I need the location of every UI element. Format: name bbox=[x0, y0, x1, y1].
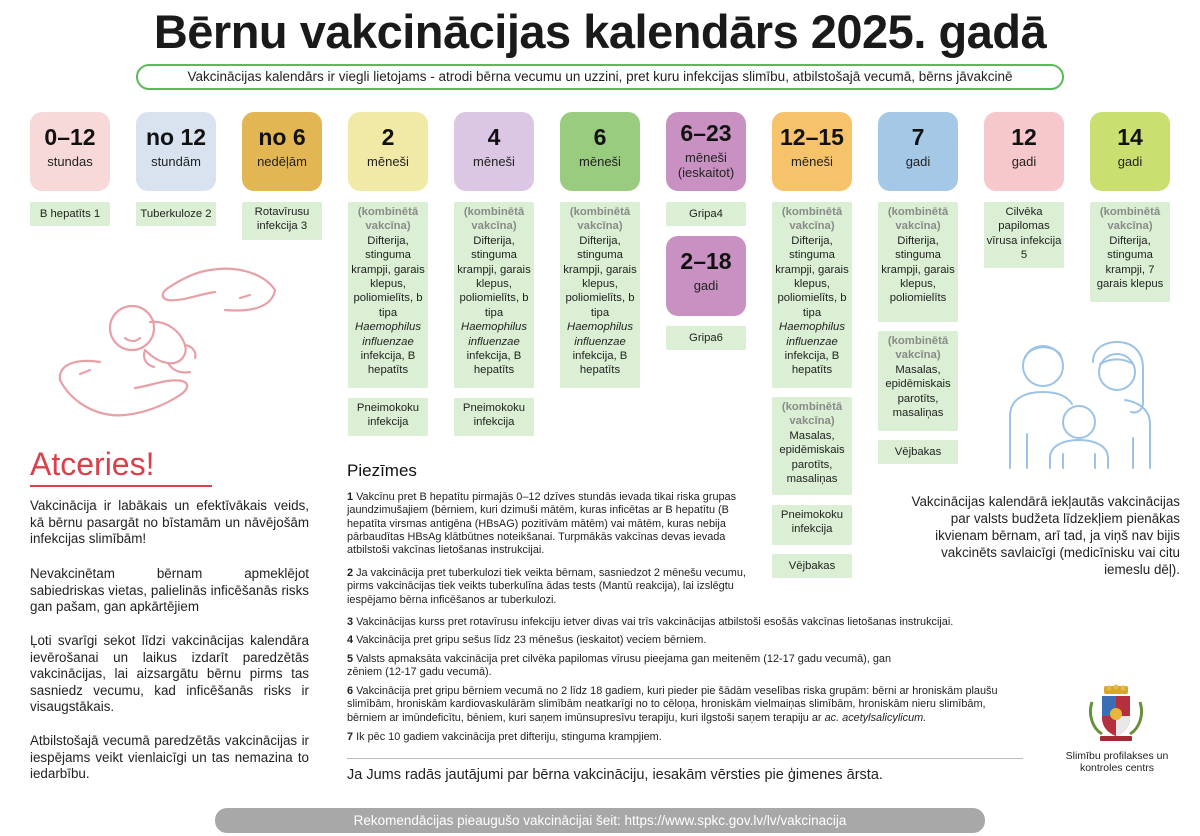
age-unit: nedēļām bbox=[257, 154, 307, 169]
age-number: no 12 bbox=[145, 124, 207, 150]
age-unit: mēneši bbox=[579, 154, 621, 169]
note-4: 4 Vakcinācija pret gripu sešus līdz 23 mēnešus (ieskaitot) veciem bērniem. bbox=[347, 634, 707, 646]
vaccine-tuberculosis: Tuberkuloze 2 bbox=[136, 202, 216, 226]
age-badge bbox=[348, 112, 428, 191]
page-title: Bērnu vakcinācijas kalendārs 2025. gadā bbox=[153, 5, 1047, 58]
age-number: 2–18 bbox=[680, 248, 732, 274]
vaccine-mmr-12-15m: (kombinētā vakcīna) Masalas, epidēmiskais parotīts, masaliņas bbox=[772, 397, 852, 495]
age-badge bbox=[242, 112, 322, 191]
vaccine-mmr-7y: (kombinētā vakcīna) Masalas, epidēmiskais parotīts, masaliņas bbox=[878, 331, 958, 431]
age-badge bbox=[666, 112, 746, 191]
age-number: 2 bbox=[381, 124, 395, 150]
notes-heading: Piezīmes bbox=[347, 461, 417, 480]
question-text: Ja Jums radās jautājumi par bērna vakcināciju, iesakām vērsties pie ģimenes ārsta. bbox=[347, 767, 883, 783]
note-2: 2 Ja vakcinācija pret tuberkulozi tiek veikta bērnam, sasniedzot 2 mēnešu vecumu, pirms vakcinācijas tiek veikts tuberkulīna ādas tests (Mantū reakcija), lai izslēgtu iespējamo bērna inficēšanos ar tuberkulozi. bbox=[347, 567, 746, 606]
age-number: 6 bbox=[593, 124, 607, 150]
vaccine-rotavirus: Rotavīrusu infekcija 3 bbox=[242, 202, 322, 240]
latvia-coat-of-arms-logo bbox=[1086, 684, 1146, 744]
age-number: 7 bbox=[911, 124, 925, 150]
left-paragraph-2: Nevakcinētam bērnam apmeklējot sabiedriskas vietas, palielinās inficēšanās risks gan pašam, gan apkārtējiem bbox=[30, 566, 309, 614]
vaccine-combo-12-15m: (kombinētā vakcīna) Difterija, stinguma krampji, garais klepus, poliomielīts, b tipa Haemophilus influenzae infekcija, B hepatīts bbox=[772, 202, 852, 388]
footer-banner[interactable]: Rekomendācijas pieaugušo vakcinācijai šeit: https://www.spkc.gov.lv/lv/vakcinacija bbox=[215, 808, 985, 833]
age-badge bbox=[1090, 112, 1170, 191]
vaccine-pneumococcal-4m: Pneimokoku infekcija bbox=[454, 398, 534, 436]
remember-underline bbox=[30, 485, 212, 487]
vaccine-hepatitis-b: B hepatīts 1 bbox=[30, 202, 110, 226]
age-unit: mēneši bbox=[367, 154, 409, 169]
vaccine-combo-4m: (kombinētā vakcīna) Difterija, stinguma krampji, garais klepus, poliomielīts, b tipa Haemophilus influenzae infekcija, B hepatīts bbox=[454, 202, 534, 388]
age-badge bbox=[30, 112, 110, 191]
age-unit: gadi bbox=[1011, 154, 1037, 169]
subtitle-banner: Vakcinācijas kalendārs ir viegli lietojams - atrodi bērna vecumu un uzzini, pret kuru infekcijas slimību, atbilstošajā vecumā, bērns jāvakcinē bbox=[136, 64, 1064, 90]
age-number: 4 bbox=[487, 124, 501, 150]
vaccine-pneumococcal-2m: Pneimokoku infekcija bbox=[348, 398, 428, 436]
vaccine-varicella-7y: Vējbakas bbox=[878, 440, 958, 464]
left-paragraph-1: Vakcinācija ir labākais un efektīvākais veids, kā bērnu pasargāt no bīstamām un nāvējošām infekcijas slimībām! bbox=[30, 498, 309, 546]
age-badge bbox=[878, 112, 958, 191]
family-illustration bbox=[1005, 338, 1155, 470]
vaccine-combo-7y: (kombinētā vakcīna) Difterija, stinguma krampji, garais klepus, poliomielīts bbox=[878, 202, 958, 322]
age-unit: mēneši bbox=[791, 154, 833, 169]
age-unit: stundām bbox=[151, 154, 201, 169]
age-unit: gadi bbox=[693, 278, 719, 293]
age-unit: gadi bbox=[1117, 154, 1143, 169]
age-badge-2-18 bbox=[666, 236, 746, 316]
vaccine-varicella-12-15m: Vējbakas bbox=[772, 554, 852, 578]
age-number: 12 bbox=[1011, 124, 1037, 150]
age-unit: gadi bbox=[905, 154, 931, 169]
age-number: 0–12 bbox=[44, 124, 96, 150]
divider bbox=[347, 758, 1023, 759]
note-3: 3 Vakcinācijas kurss pret rotavīrusu infekciju ietver divas vai trīs vakcinācijas atbilstoši esošās vakcīnas lietošanas instrukcijai. bbox=[347, 616, 954, 628]
hands-baby-illustration bbox=[50, 250, 280, 430]
left-paragraph-3: Ļoti svarīgi sekot līdzi vakcinācijas kalendāra ievērošanai un laikus izdarīt paredzētās vakcinācijas, lai aizsargātu bērnu pirms tas sasniedz vecumu, kad inficēšanās risks ir visaugstākais. bbox=[30, 633, 309, 714]
age-number: 12–15 bbox=[780, 124, 844, 150]
note-5: 5 Valsts apmaksāta vakcinācija pret cilvēka papilomas vīrusu pieejama gan meitenēm (12-17 gadu vecumā), gan zēniem (12-17 gadu vecumā). bbox=[347, 653, 892, 679]
age-unit: stundas bbox=[47, 154, 93, 169]
age-badge bbox=[136, 112, 216, 191]
remember-heading: Atceries! bbox=[30, 446, 155, 482]
age-number: 6–23 bbox=[680, 120, 732, 146]
note-6: 6 Vakcinācija pret gripu bērniem vecumā no 2 līdz 18 gadiem, kuri pieder pie šādām veselības riska grupām: bērni ar hroniskām plaušu slimībām, hroniskām kardiovaskulārām slimībām neatkarīgi no to cēloņa, hroniskām vielmaiņas slimībām, hroniskām nieru slimībām, bērniem ar imūndeficītu, bēniem, kuri saņem imūnsupresīvu terapiju, kuri ilgstoši saņem terapiju ar ac. acetylsalicylicum. bbox=[347, 685, 998, 724]
vaccine-combo-6m: (kombinētā vakcīna) Difterija, stinguma krampji, garais klepus, poliomielīts, b tipa Haemophilus influenzae infekcija, B hepatīts bbox=[560, 202, 640, 388]
age-badge bbox=[560, 112, 640, 191]
note-7: 7 Ik pēc 10 gadiem vakcinācija pret difteriju, stinguma krampjiem. bbox=[347, 731, 662, 743]
vaccine-pneumococcal-12-15m: Pneimokoku infekcija bbox=[772, 505, 852, 545]
vaccine-influenza-6-23m: Gripa4 bbox=[666, 202, 746, 226]
vaccine-combo-2m: (kombinētā vakcīna) Difterija, stinguma krampji, garais klepus, poliomielīts, b tipa Haemophilus influenzae infekcija, B hepatīts bbox=[348, 202, 428, 388]
left-paragraph-4: Atbilstošajā vecumā paredzētās vakcinācijas ir iespējams veikt vienlaicīgi un tas nemazina to iedarbību. bbox=[30, 733, 309, 781]
organization-name: Slimību profilakses un kontroles centrs bbox=[1065, 750, 1169, 774]
age-unit-note: (ieskaitot) bbox=[677, 165, 735, 180]
age-number: 14 bbox=[1117, 124, 1143, 150]
age-unit: mēneši bbox=[685, 150, 727, 165]
vaccine-hpv-12y: Cilvēka papilomas vīrusa infekcija 5 bbox=[984, 202, 1064, 268]
note-1: 1 Vakcīnu pret B hepatītu pirmajās 0–12 dzīves stundās ievada tikai riska grupas jaundzimušajiem (bērniem, kuri dzimuši mātēm, kuras inficētas ar B hepatītu (B hepatīta virsmas antigēna (HBsAG) pozitīvām mātēm) vai mātēm, kuras nebija pārbaudītas HBsAg klātbūtnes noteikšanai. Turpmākās vakcīnas devas ievada atbilstoši vakcīnas lietošanas instrukcijai. bbox=[347, 491, 737, 557]
age-badge bbox=[454, 112, 534, 191]
vaccine-combo-14y: (kombinētā vakcīna) Difterija, stinguma krampji, 7 garais klepus bbox=[1090, 202, 1170, 302]
age-badge bbox=[772, 112, 852, 191]
vaccine-influenza-2-18y: Gripa6 bbox=[666, 326, 746, 350]
age-unit: mēneši bbox=[473, 154, 515, 169]
age-number: no 6 bbox=[258, 124, 306, 150]
age-badge bbox=[984, 112, 1064, 191]
budget-info-paragraph: Vakcinācijas kalendārā iekļautās vakcinācijas par valsts budžeta līdzekļiem pienākas ikvienam bērnam, arī tad, ja viņš nav bijis vakcinēts savlaicīgi (medicīnisku vai citu iemeslu dēļ). bbox=[911, 494, 1180, 577]
